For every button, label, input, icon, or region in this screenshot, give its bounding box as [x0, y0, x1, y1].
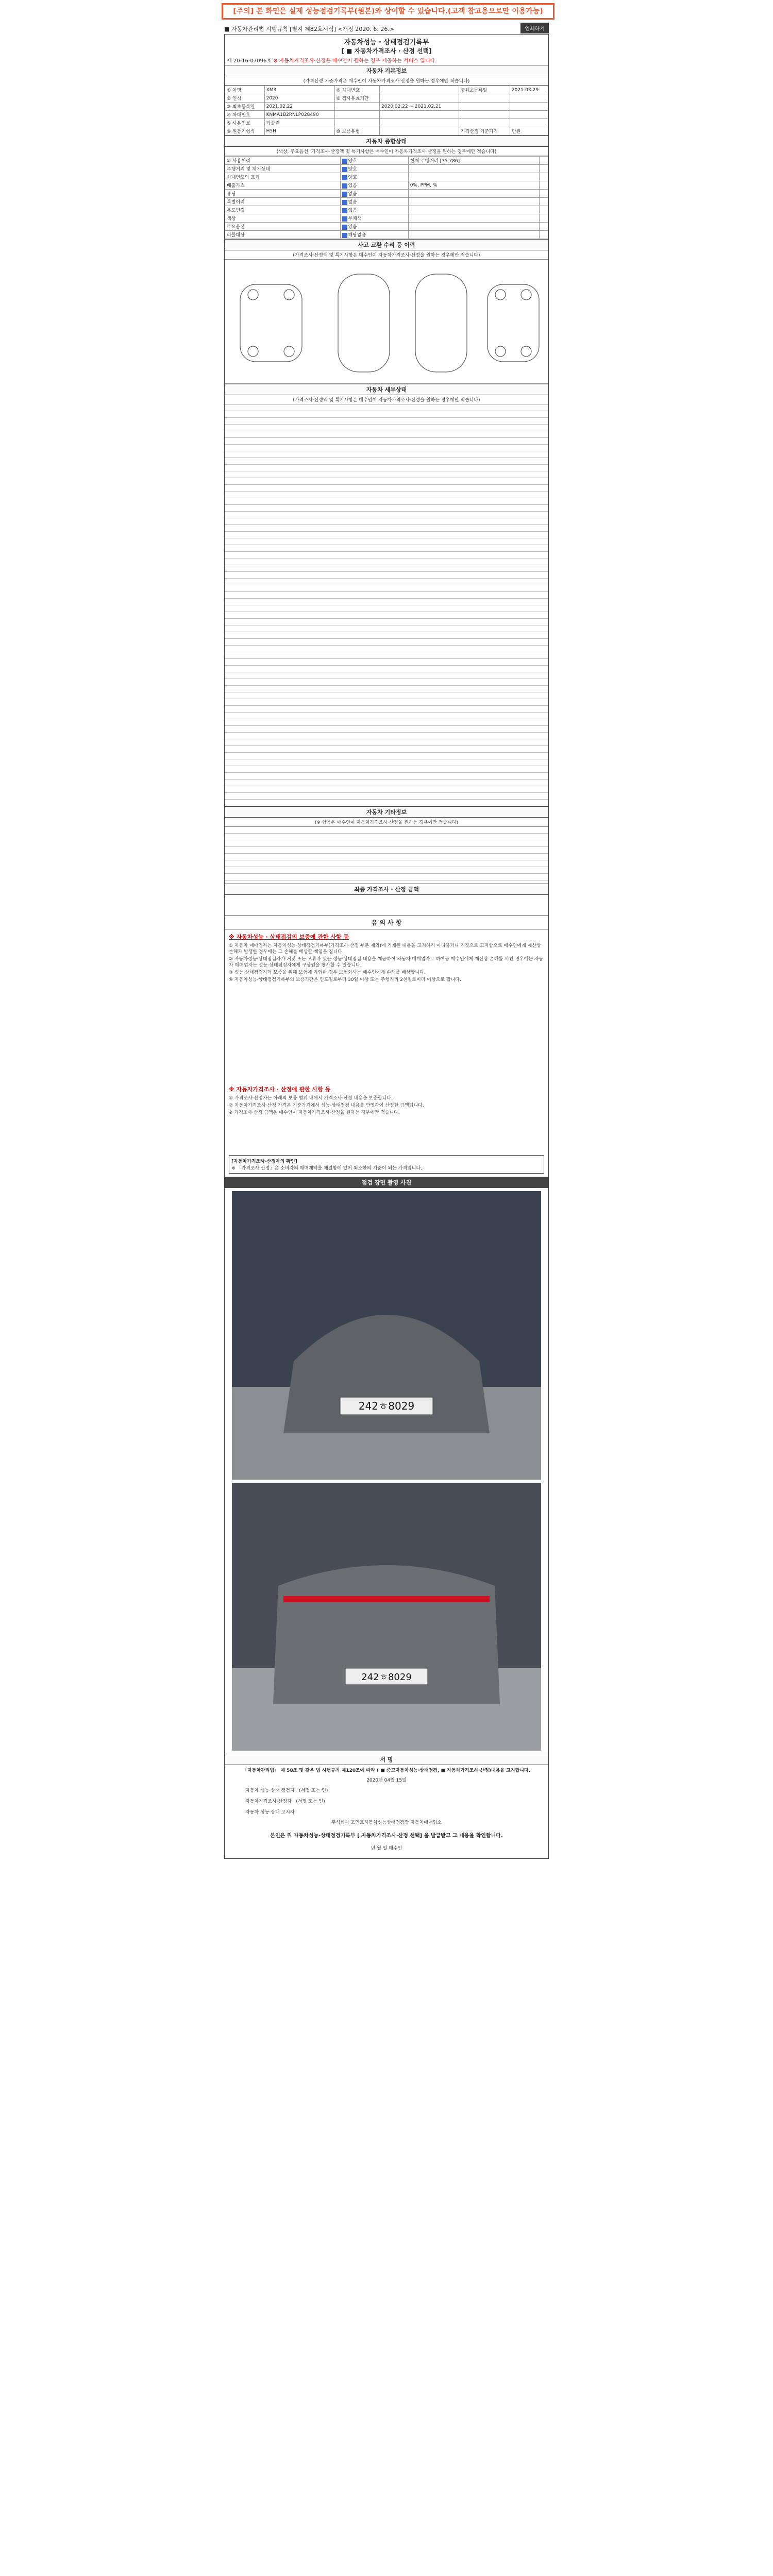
cell: ② 연식	[225, 94, 265, 103]
signer-label: 자동차 성능·상태 점검자	[245, 1788, 295, 1793]
receiver-label: 주식회사 포인트자동차성능상태점검장 자동차매매업소	[331, 1820, 442, 1825]
notes-section-warranty: ※ 자동차성능 · 상태점검의 보증에 관한 사항 등	[229, 934, 349, 940]
cell: ④ 차대번호	[225, 111, 265, 119]
plate-number: 242ㅎ8029	[358, 1400, 415, 1412]
inspection-photo-rear	[232, 1483, 541, 1751]
cell: ⑤ 사용연료	[225, 119, 265, 127]
cell: ⑩ 보증유형	[334, 127, 379, 135]
row-label: ① 사용이력	[225, 157, 341, 165]
cell: ⑧ 차대번호	[334, 86, 379, 94]
notes-section-price: ※ 자동차가격조사 · 산정에 관한 사항 등	[229, 1086, 331, 1093]
price-confirm-text: ※ 「가격조사·산정」은 소비자의 매매계약을 체결함에 있어 최소한의 기준이 되는 가격입니다.	[231, 1166, 422, 1171]
price-total-header: 최종 가격조사 · 산정 금액	[225, 884, 548, 895]
signer-label: 자동차 성능·상태 고지자	[245, 1810, 295, 1815]
print-button[interactable]: 인쇄하기	[520, 23, 549, 33]
note-paragraph: ① 가격조사·산정자는 아래의 보증 범위 내에서 가격조사·산정 내용을 보증합니다.	[229, 1096, 393, 1101]
note-paragraph: ④ 자동차성능·상태점검기록부의 보증기간은 인도일로부터 30일 이상 또는 주행거리 2천킬로미터 이상으로 합니다.	[229, 977, 461, 982]
cell: 2021-03-29	[510, 86, 548, 94]
inspection-record	[224, 23, 549, 1859]
basic-info-table	[225, 86, 548, 135]
accident-history-header: 사고 교환 수리 등 이력	[225, 239, 548, 250]
signer-price	[225, 1795, 548, 1806]
cell	[334, 103, 379, 111]
price-total-area	[225, 895, 548, 916]
checkbox-icon	[342, 159, 347, 164]
record-number	[225, 55, 548, 65]
cell: ① 차명	[225, 86, 265, 94]
signature-date: 2020년 04월 15일	[366, 1778, 407, 1783]
car-front-icon	[232, 1191, 541, 1480]
note-paragraph: ※ 가격조사·산정 금액은 매수인이 자동차가격조사·산정을 원하는 경우에만 적습니다.	[229, 1110, 400, 1115]
price-confirm-box	[229, 1155, 544, 1174]
checkbox-icon	[342, 183, 347, 189]
car-rear-icon	[232, 1483, 541, 1751]
checkbox-icon	[342, 208, 347, 213]
buyer-sign: 년 월 일 매수인	[371, 1846, 402, 1851]
row-label: 색상	[225, 214, 341, 223]
condition-lines	[225, 827, 548, 884]
record-number-note: ※ 자동차가격조사·산정은 매수인이 원하는 경우 제공하는 서비스 입니다.	[273, 58, 437, 64]
record-frame	[224, 34, 549, 1859]
note-paragraph: ② 자동차가격조사·산정 가격은 기준가격에서 성능·상태점검 내용을 반영하여 산정한 금액입니다.	[229, 1103, 424, 1108]
seal-label: (서명 또는 인)	[299, 1788, 328, 1793]
notes-title: 유 의 사 항	[225, 916, 548, 929]
final-confirmation: 본인은 위 자동차성능·상태점검기록부 [ 자동차가격조사·산정 선택] 을 발급받고 그 내용을 확인합니다.	[270, 1833, 503, 1839]
cell: 2020	[264, 94, 334, 103]
inspection-photo-front	[232, 1191, 541, 1480]
cell: ⑥ 원동기형식	[225, 127, 265, 135]
detail-status-note: (가격조사·산정액 및 특기사항은 매수인이 자동차가격조사·산정을 원하는 경우에만 적습니다)	[225, 395, 548, 404]
checkbox-icon	[342, 167, 347, 172]
cell	[380, 94, 459, 103]
checkbox-icon	[342, 192, 347, 197]
checkbox-icon	[342, 175, 347, 180]
signature-statement: 「자동차관리법」 제 58조 및 같은 법 시행규칙 제120조에 따라 ( ■ 중고자동차성능·상태점검, ■ 자동차가격조사·산정)내용을 고지합니다.	[242, 1768, 531, 1773]
row-label: 특별이력	[225, 198, 341, 206]
detail-status-lines	[225, 404, 548, 806]
detail-status-header: 자동차 세부상태	[225, 384, 548, 395]
signer-notifier	[225, 1806, 548, 1817]
form-header	[224, 23, 549, 34]
note-paragraph: ③ 성능·상태점검자가 보증을 위해 보험에 가입한 경우 보험회사는 매수인에게 손해를 배상합니다.	[229, 970, 426, 975]
record-title: 자동차성능 · 상태점검기록부	[344, 39, 429, 46]
signer-inspector	[225, 1785, 548, 1795]
cell	[380, 127, 459, 135]
note-paragraph: ① 자동차 매매업자는 자동차성능·상태점검기록부(가격조사·산정 부분 제외)에 기재된 내용을 고지하지 아니하거나 거짓으로 고지함으로 매수인에게 재산상 손해가 발생한 경우에는 그 손해를 배상할 책임을 집니다.	[229, 943, 541, 955]
car-outline-icon	[230, 264, 544, 380]
general-status-header: 자동차 종합상태	[225, 135, 548, 147]
cell: ⑥ 검사유효기간	[334, 94, 379, 103]
cell	[334, 111, 379, 119]
checkbox-icon	[342, 200, 347, 205]
condition-header: 자동차 기타정보	[225, 806, 548, 818]
cell: 2020.02.22 ~ 2021.02.21	[380, 103, 459, 111]
row-label: 용도변경	[225, 206, 341, 214]
cell	[380, 86, 459, 94]
cell: XM3	[264, 86, 334, 94]
general-status-note: (색상, 주요옵션, 가격조사·산정액 및 특기사항은 매수인이 자동차가격조사·산정을 원하는 경우에만 적습니다)	[225, 147, 548, 156]
cell	[459, 103, 510, 111]
photos-title: 점검 장면 촬영 사진	[225, 1177, 548, 1188]
cell: 2021.02.22	[264, 103, 334, 111]
cell	[459, 94, 510, 103]
seal-label: (서명 또는 인)	[296, 1799, 325, 1804]
accident-history-note: (가격조사·산정액 및 특기사항은 매수인이 자동차가격조사·산정을 원하는 경우에만 적습니다)	[225, 250, 548, 260]
price-confirm-title: [자동차가격조사·산정자의 확인]	[231, 1159, 297, 1164]
note-paragraph: ② 자동차성능·상태점검자가 거짓 또는 오류가 있는 성능·상태점검 내용을 제공하여 자동차 매매업자로 하여금 매수인에게 재산상 손해를 끼친 경우에는 자동차 매매업자는 성능·상태점검자에게 구상권을 행사할 수 있습니다.	[229, 957, 544, 968]
basic-info-note: (가격산정 기준가격은 매수인이 자동차가격조사·산정을 원하는 경우에만 적습니다)	[225, 76, 548, 86]
cell	[510, 119, 548, 127]
cell: 만원	[510, 127, 548, 135]
signature-header: 서 명	[225, 1754, 548, 1765]
emission-value: 0%, PPM, %	[408, 181, 539, 190]
row-label: 주요옵션	[225, 223, 341, 231]
cell	[459, 119, 510, 127]
cell	[510, 111, 548, 119]
basic-info-header: 자동차 기본정보	[225, 65, 548, 76]
checkbox-icon	[342, 216, 347, 222]
cell	[459, 111, 510, 119]
plate-number: 242ㅎ8029	[361, 1672, 412, 1683]
cell: 가솔린	[264, 119, 334, 127]
cell: 가격산정 기준가격	[459, 127, 510, 135]
mileage-value: 현재 주행거리 [35,786]	[408, 157, 539, 165]
row-label: 배출가스	[225, 181, 341, 190]
form-reference: ■ 자동차관리법 시행규칙 [별지 제82호서식] <개정 2020. 6. 26.>	[224, 26, 395, 32]
record-subtitle: [ ■ 자동차가격조사 · 산정 선택]	[341, 47, 432, 55]
notes-spacer	[225, 1117, 548, 1153]
cell	[380, 119, 459, 127]
cell	[510, 94, 548, 103]
notes-spacer	[225, 984, 548, 1082]
signer-label: 자동차가격조사·산정자	[245, 1799, 292, 1804]
cell: ③ 최초등록일	[225, 103, 265, 111]
cell	[510, 103, 548, 111]
checkbox-icon	[342, 225, 347, 230]
row-label: 튜닝	[225, 190, 341, 198]
caution-banner: [주의] 본 화면은 실제 성능점검기록부(원본)와 상이할 수 있습니다.(고객 참고용으로만 이용가능)	[222, 3, 554, 20]
condition-note: (※ 항목은 매수인이 자동차가격조사·산정을 원하는 경우에만 적습니다)	[225, 818, 548, 827]
general-status-table: ① 사용이력 양호 현재 주행거리 [35,786] 주행거리 및 계기상태 양호 차대번호의 표기 양호 배출가스 있음 0%, PPM, % 튜닝 없음 특별이력 없음 용도변경 없음 색상 무채색 주요옵션 있음 리콜대상 해당없음	[225, 156, 548, 239]
cell: ⑦최초등록일	[459, 86, 510, 94]
cell: H5H	[264, 127, 334, 135]
car-diagram	[225, 260, 548, 384]
cell	[334, 119, 379, 127]
cell: KNMA1B2RNLP028490	[264, 111, 334, 119]
row-label: 주행거리 및 계기상태	[225, 165, 341, 173]
row-label: 차대번호의 표기	[225, 173, 341, 181]
row-label: 리콜대상	[225, 231, 341, 239]
cell	[380, 111, 459, 119]
record-number-label: 제 20-16-07096호	[227, 58, 272, 64]
checkbox-icon	[342, 233, 347, 238]
